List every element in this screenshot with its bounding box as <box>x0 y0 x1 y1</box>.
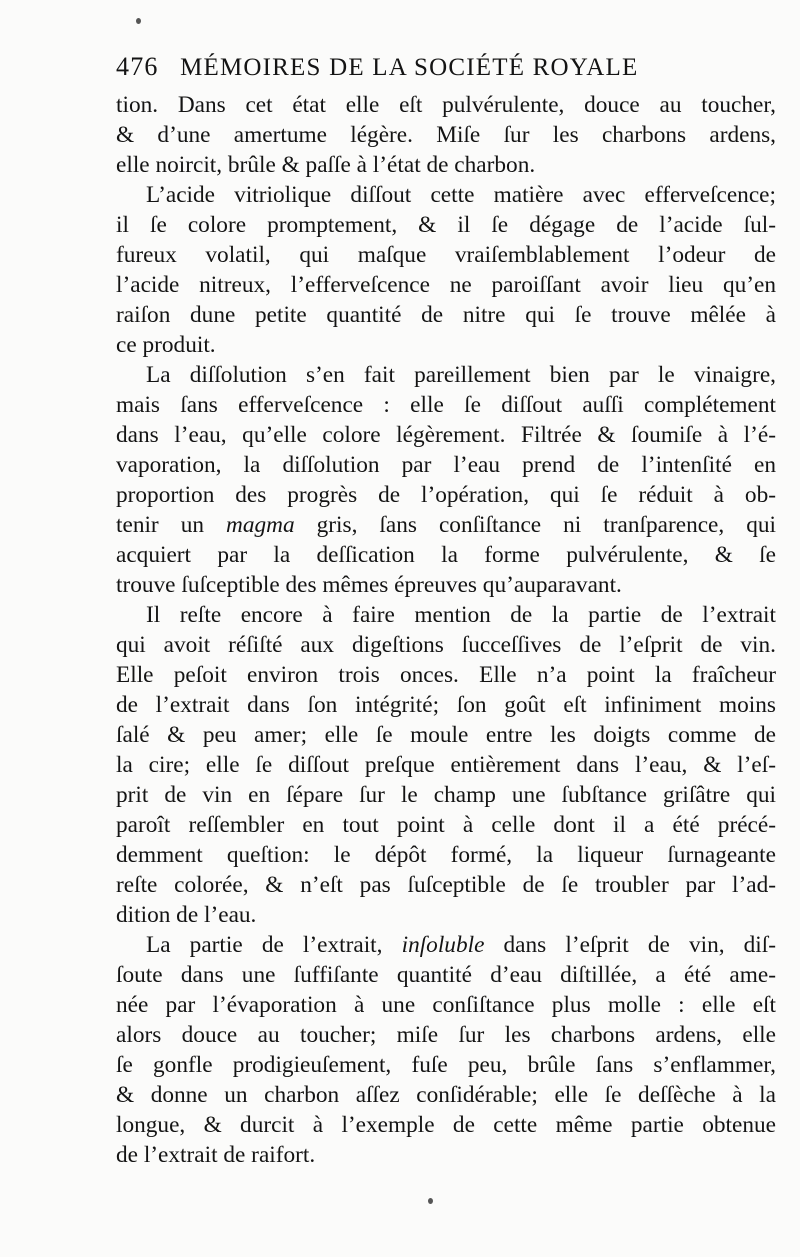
text-line: vaporation, la diſſolution par l’eau prend de l’intenſité en <box>116 452 776 478</box>
text-line: raiſon dune petite quantité de nitre qui ſe trouve mêlée à <box>116 302 776 328</box>
text-line: de l’extrait de raifort. <box>116 1142 316 1168</box>
text-line: reſte colorée, & n’eſt pas ſuſceptible de ſe troubler par l’ad- <box>116 872 776 898</box>
text-line: de l’extrait dans ſon intégrité; ſon goût eſt infiniment moins <box>116 692 776 718</box>
italic-term: inſoluble <box>401 932 485 958</box>
text-line: tion. Dans cet état elle eſt pulvérulente, douce au toucher, <box>116 92 776 118</box>
text-line: acquiert par la deſſication la forme pulvérulente, & ſe <box>116 542 776 568</box>
text-line: la cire; elle ſe diſſout preſque entièrement dans l’eau, & l’eſ- <box>116 752 776 778</box>
text-line: demment queſtion: le dépôt formé, la liqueur ſurnageante <box>116 842 776 868</box>
text-line: & d’une amertume légère. Miſe ſur les charbons ardens, <box>116 122 776 148</box>
text-line: il ſe colore promptement, & il ſe dégage de l’acide ſul- <box>116 212 776 238</box>
text-line: ſalé & peu amer; elle ſe moule entre les doigts comme de <box>116 722 776 748</box>
text-line: trouve ſuſceptible des mêmes épreuves qu’auparavant. <box>116 572 622 598</box>
paragraph-start-line: Il reſte encore à faire mention de la partie de l’extrait <box>146 602 776 628</box>
text-line: prit de vin en ſépare ſur le champ une ſubſtance griſâtre qui <box>116 782 776 808</box>
ink-speck <box>136 18 141 24</box>
text-line: longue, & durcit à l’exemple de cette même partie obtenue <box>116 1112 776 1138</box>
text-line: ſoute dans une ſuffiſante quantité d’eau diſtillée, a été ame- <box>116 962 776 988</box>
text-line: ſe gonfle prodigieuſement, fuſe peu, brûle ſans s’enflammer, <box>116 1052 776 1078</box>
text-line: paroît reſſembler en tout point à celle dont il a été précé- <box>116 812 776 838</box>
paragraph-start-line: L’acide vitriolique diſſout cette matière avec efferveſcence; <box>146 182 776 208</box>
running-header <box>116 52 776 92</box>
text-line: née par l’évaporation à une conſiſtance plus molle : elle eſt <box>116 992 776 1018</box>
text-line: alors douce au toucher; miſe ſur les charbons ardens, elle <box>116 1022 776 1048</box>
text-line: proportion des progrès de l’opération, qui ſe réduit à ob- <box>116 482 776 508</box>
text-line: ce produit. <box>116 332 216 358</box>
text-line: qui avoit réſiſté aux digeſtions ſucceſſives de l’eſprit de vin. <box>116 632 776 658</box>
page-number: 476 <box>116 52 159 81</box>
text-line: dans l’eau, qu’elle colore légèrement. Filtrée & ſoumiſe à l’é- <box>116 422 776 448</box>
text-line: tenir un magma gris, ſans conſiſtance ni tranſparence, qui <box>116 512 777 538</box>
running-title: MÉMOIRES DE LA SOCIÉTÉ ROYALE <box>180 54 639 81</box>
paragraph-start-line: La diſſolution s’en fait pareillement bien par le vinaigre, <box>146 362 776 388</box>
text-line: elle noircit, brûle & paſſe à l’état de charbon. <box>116 152 536 178</box>
text-line: mais ſans efferveſcence : elle ſe diſſout auſſi complétement <box>116 392 776 418</box>
text-line: l’acide nitreux, l’efferveſcence ne paroiſſant avoir lieu qu’en <box>116 272 776 298</box>
text-line: fureux volatil, qui maſque vraiſemblablement l’odeur de <box>116 242 776 268</box>
text-line: & donne un charbon aſſez conſidérable; elle ſe deſſèche à la <box>116 1082 776 1108</box>
text-line: dition de l’eau. <box>116 902 257 928</box>
ink-speck <box>428 1198 433 1204</box>
italic-term: magma <box>226 512 295 538</box>
paragraph-start-line: La partie de l’extrait, inſoluble dans l’eſprit de vin, diſ- <box>146 932 776 958</box>
text-line: Elle peſoit environ trois onces. Elle n’a point la fraîcheur <box>116 662 776 688</box>
